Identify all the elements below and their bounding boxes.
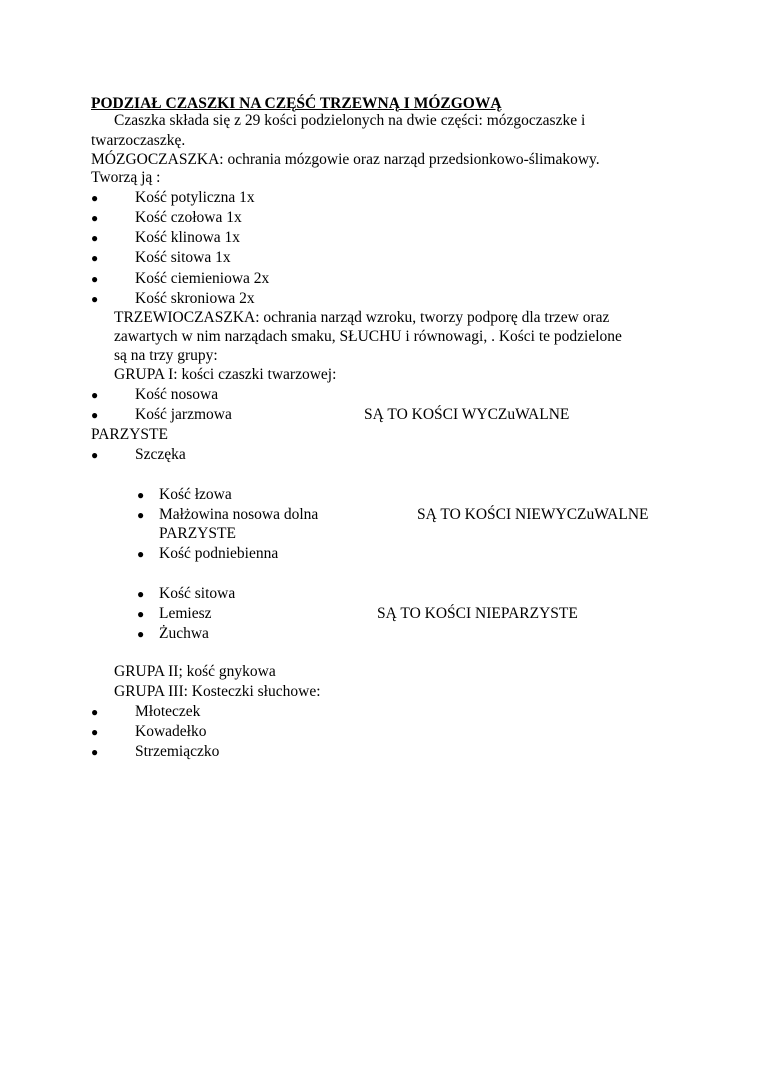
palpable-note: SĄ TO KOŚCI WYCZuWALNE [364, 406, 570, 423]
bullet-icon: ● [91, 191, 99, 205]
list-item: Żuchwa [159, 625, 209, 642]
bullet-icon: ● [91, 231, 99, 245]
list-item: Kość łzowa [159, 486, 232, 503]
nonpalpable-note: SĄ TO KOŚCI NIEWYCZuWALNE [417, 506, 649, 523]
list-item: Małżowina nosowa dolna [159, 506, 319, 523]
bullet-icon: ● [91, 745, 99, 759]
intro-line: Czaszka składa się z 29 kości podzielonych na dwie części: mózgoczaszke i [114, 112, 586, 129]
bullet-icon: ● [91, 448, 99, 462]
list-item: Kość jarzmowa [135, 406, 232, 423]
list-item: Lemiesz [159, 605, 212, 622]
bullet-icon: ● [137, 547, 145, 561]
page-title: PODZIAŁ CZASZKI NA CZĘŚĆ TRZEWNĄ I MÓZGOWĄ [91, 95, 502, 112]
bullet-icon: ● [137, 607, 145, 621]
list-item: Kość sitowa 1x [135, 249, 231, 266]
list-item: Kowadełko [135, 723, 207, 740]
group-heading: GRUPA I: kości czaszki twarzowej: [114, 366, 337, 383]
list-item: Kość czołowa 1x [135, 209, 242, 226]
bullet-icon: ● [137, 627, 145, 641]
bullet-icon: ● [91, 211, 99, 225]
list-item: Kość podniebienna [159, 545, 279, 562]
paired-label: PARZYSTE [159, 525, 236, 542]
unpaired-note: SĄ TO KOŚCI NIEPARZYSTE [377, 605, 578, 622]
list-item: Kość skroniowa 2x [135, 290, 255, 307]
bullet-icon: ● [137, 488, 145, 502]
list-item: Kość nosowa [135, 386, 219, 403]
list-item: Strzemiączko [135, 743, 220, 760]
intro-line: MÓZGOCZASZKA: ochrania mózgowie oraz narząd przedsionkowo-ślimakowy. [91, 151, 600, 168]
bullet-icon: ● [91, 292, 99, 306]
group-heading: GRUPA II; kość gnykowa [114, 663, 276, 680]
face-desc-line: są na trzy grupy: [114, 347, 218, 364]
bullet-icon: ● [91, 725, 99, 739]
bullet-icon: ● [91, 705, 99, 719]
list-item: Młoteczek [135, 703, 201, 720]
face-desc-line: TRZEWIOCZASZKA: ochrania narząd wzroku, tworzy podporę dla trzew oraz [114, 309, 610, 326]
face-desc-line: zawartych w nim narządach smaku, SŁUCHU i równowagi, . Kości te podzielone [114, 328, 622, 345]
bullet-icon: ● [91, 272, 99, 286]
bullet-icon: ● [91, 388, 99, 402]
list-item: Kość ciemieniowa 2x [135, 270, 270, 287]
list-item: Kość klinowa 1x [135, 229, 241, 246]
bullet-icon: ● [137, 508, 145, 522]
bullet-icon: ● [137, 587, 145, 601]
bullet-icon: ● [91, 408, 99, 422]
list-item: Szczęka [135, 446, 186, 463]
bullet-icon: ● [91, 251, 99, 265]
paired-label: PARZYSTE [91, 426, 168, 443]
group-heading: GRUPA III: Kosteczki słuchowe: [114, 683, 321, 700]
list-item: Kość sitowa [159, 585, 236, 602]
intro-line: Tworzą ją : [91, 169, 161, 186]
intro-line: twarzoczaszkę. [91, 132, 186, 149]
list-item: Kość potyliczna 1x [135, 189, 255, 206]
